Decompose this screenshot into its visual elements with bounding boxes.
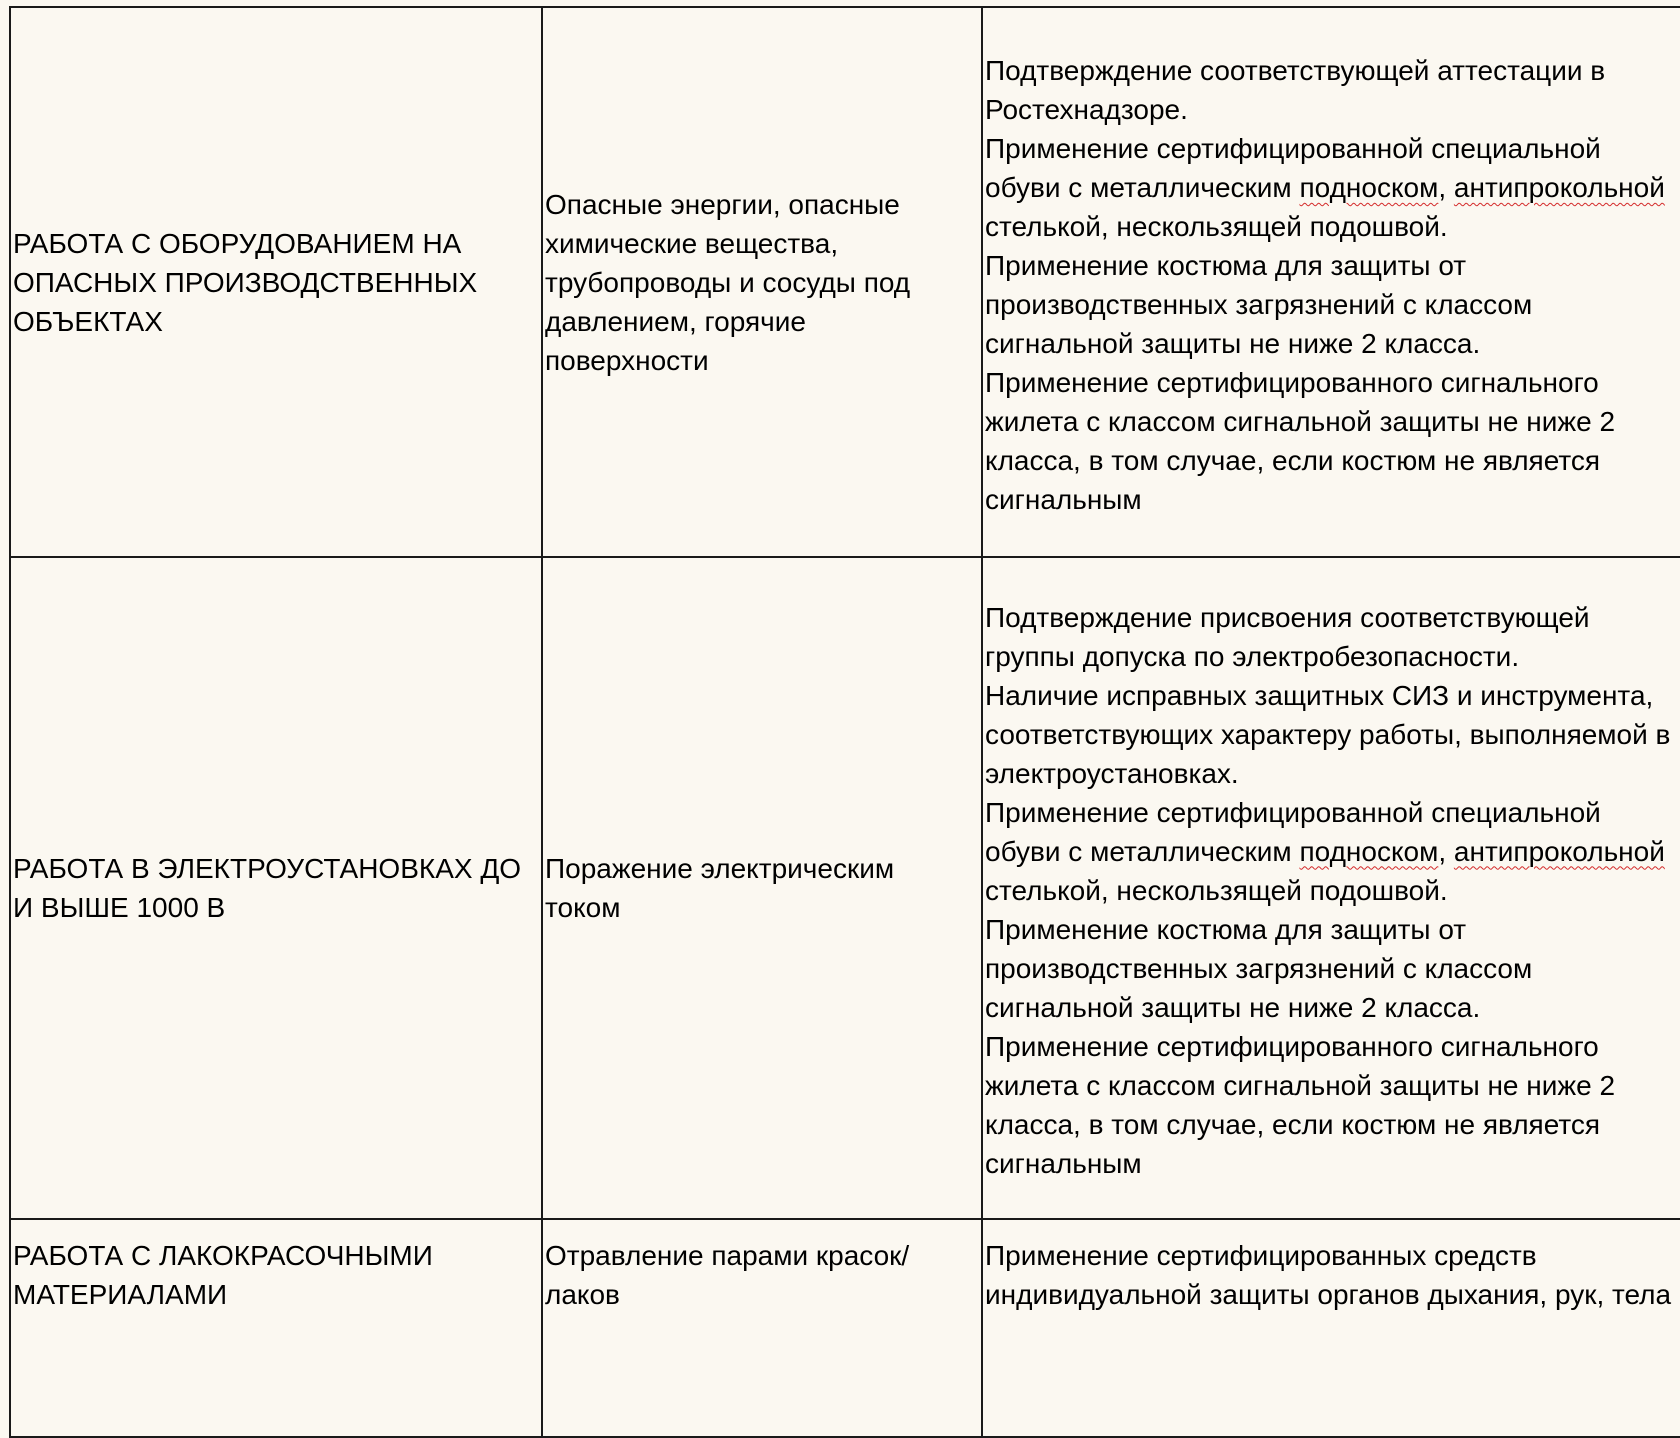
- measure-text-part: стелькой, нескользящей подошвой.: [985, 211, 1448, 242]
- work-type-text: РАБОТА С ОБОРУДОВАНИЕМ НА ОПАСНЫХ ПРОИЗВОДСТВЕННЫХ ОБЪЕКТАХ: [13, 227, 478, 337]
- measure-text: [985, 129, 1677, 246]
- hazard-text: Отравление парами красок/лаков: [545, 1240, 910, 1310]
- measures-cell: [982, 7, 1680, 557]
- table-row: [10, 7, 1680, 557]
- spellcheck-word: подноском: [1299, 172, 1439, 203]
- work-type-text: РАБОТА С ЛАКОКРАСОЧНЫМИ МАТЕРИАЛАМИ: [13, 1240, 433, 1310]
- measure-text: Подтверждение соответствующей аттестации в Ростехнадзоре.: [985, 55, 1606, 125]
- hazard-text: Поражение электрическим током: [545, 853, 895, 923]
- measure-text: [985, 793, 1677, 910]
- hazard-text: Опасные энергии, опасные химические вещества, трубопроводы и сосуды под давлением, горячие поверхности: [545, 188, 911, 376]
- hazard-cell: [542, 1219, 982, 1437]
- measure-text: Подтверждение присвоения соответствующей группы допуска по электробезопасности.: [985, 601, 1590, 672]
- measure-text: Применение сертифицированного сигнального жилета с классом сигнальной защиты не ниже 2 класса, в том случае, если костюм не является сигнальным: [985, 1030, 1616, 1179]
- hazard-cell: [542, 7, 982, 557]
- measure-text-part: ,: [1438, 172, 1454, 203]
- measures-cell: [982, 1219, 1680, 1437]
- work-type-cell: [10, 557, 542, 1219]
- work-type-text: РАБОТА В ЭЛЕКТРОУСТАНОВКАХ ДО И ВЫШЕ 1000 В: [13, 853, 522, 923]
- table-row: [10, 1219, 1680, 1437]
- measures-cell: [982, 557, 1680, 1219]
- table-row: [10, 557, 1680, 1219]
- work-type-cell: [10, 7, 542, 557]
- work-type-cell: [10, 1219, 542, 1437]
- spellcheck-word: антипрокольной: [1453, 835, 1665, 867]
- measure-text: Применение сертифицированного сигнального жилета с классом сигнальной защиты не ниже 2 класса, в том случае, если костюм не является сигнальным: [985, 367, 1616, 515]
- measure-text: Применение сертифицированных средств индивидуальной защиты органов дыхания, рук, тела: [985, 1240, 1672, 1310]
- measure-text: Наличие исправных защитных СИЗ и инструмента, соответствующих характеру работы, выполняемой в электроустановках.: [985, 679, 1671, 789]
- measure-text: Применение костюма для защиты от производственных загрязнений с классом сигнальной защиты не ниже 2 класса.: [985, 913, 1533, 1023]
- measure-text: Применение костюма для защиты от производственных загрязнений с классом сигнальной защиты не ниже 2 класса.: [985, 250, 1533, 359]
- measure-text-part: ,: [1438, 835, 1454, 867]
- safety-requirements-table: [9, 6, 1680, 1438]
- hazard-cell: [542, 557, 982, 1219]
- spellcheck-word: подноском: [1299, 835, 1439, 867]
- spellcheck-word: антипрокольной: [1453, 172, 1665, 203]
- measure-text-part: стелькой, нескользящей подошвой.: [985, 874, 1448, 906]
- measure-text-part: Применение сертифицированной специальной обуви с металлическим: [985, 796, 1601, 867]
- measure-text-part: Применение сертифицированной специальной обуви с металлическим: [985, 133, 1601, 203]
